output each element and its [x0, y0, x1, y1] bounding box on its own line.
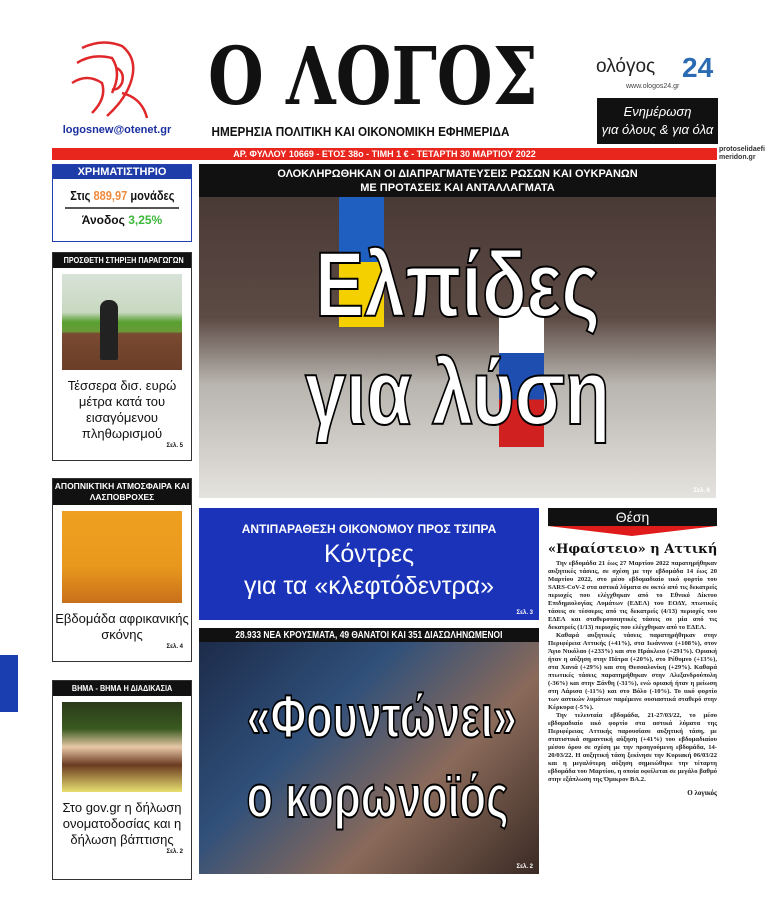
baby-photo: [62, 702, 182, 792]
blue-story-kicker: ΑΝΤΙΠΑΡΑΘΕΣΗ ΟΙΚΟΝΟΜΟΥ ΠΡΟΣ ΤΣΙΠΡΑ: [241, 522, 497, 536]
dust-photo: [62, 511, 182, 603]
page-ref: Σελ. 5: [166, 443, 183, 449]
header-triangle: [548, 526, 717, 536]
opinion-paragraph: Την εβδομάδα 21 έως 27 Μαρτίου 2022 παρατηρήθηκαν αυξητικές τάσεις, σε σχέση με την εβδομάδα 14 έως 20 Μαρτίου 2022, στο μέσο εβδομαδιαίο ιικό φορτίο του SARS-CoV-2 στα αστικά λύματα σε οκτώ από τις δεκατρείς περιοχές που ελέγχθηκαν από το Εθνικό Δίκτυο Επιδημιολογίας Λυμάτων (ΕΔΕΛ) του ΕΟΔΥ, πτωτικές τάσεις σε τέσσερις από τις δεκατρείς (4/13) περιοχές του ΕΔΕΛ και σταθεροποιητικές τάσεις σε μία από τις δεκατρείς (1/13) περιοχές που ελέγχθηκαν από το ΕΔΕΛ.: [548, 560, 717, 631]
opinion-paragraph: Την τελευταία εβδομάδα, 21-27/03/22, το μέσο εβδομαδιαίο ιικό φορτίο στα αστικά λύματα της Περιφέρειας Αττικής παρουσίασε αυξητική τάση, με στατιστικά σημαντική αύξηση (+41%) του εβδομαδιαίου μέσου όρου σε σχέση με την προηγούμενη εβδομάδα, 14-20/03/22. Η αυξητική τάση ξεκίνησε την Κυριακή 06/03/22 και η μεγαλύτερη αύξηση σημειώθηκε την τέταρτη εβδομάδα του Μαρτίου, η οποία οφείλεται σε μεγάλο βαθμό στην εξάπλωση της Όμικρον ΒΑ.2.: [548, 712, 717, 783]
story-box-dust[interactable]: [52, 478, 192, 662]
lead-headline-line1: Ελπίδες: [315, 234, 600, 336]
story-caption: Στο gov.gr η δήλωση ονοματοδοσίας και η δήλωση βάπτισης: [62, 800, 182, 847]
opinion-paragraph: Καθαρά αυξητικές τάσεις παρατηρήθηκαν στην Περιφέρεια Αττικής (+41%), στα Ιωάννινα (+108%), στον Άγιο Νικόλαο (+233%) και στο Ηράκλειο (+291%). Οριακή ήταν η αύξηση στην Πάτρα (+20%), στο Ρέθυμνο (+13%), στα Χανιά (+29%) και στη Θεσσαλονίκη (+29%). Καθαρά πτωτικές τάσεις παρατηρήθηκαν στην Αλεξανδρούπολη (-36%) και στην Ξάνθη (-31%), ενώ οριακή ήταν η μείωση στη Λάρισα (-11%) και στο Βόλο (-10%). Το ιικό φορτίο των αστικών λυμάτων παρέμεινε ουσιαστικά σταθερό στην Κέρκυρα (-5%).: [548, 632, 717, 711]
lead-photo[interactable]: [199, 197, 716, 498]
slogan-line: για όλους & για όλα: [601, 122, 714, 137]
covid-photo[interactable]: [199, 642, 539, 874]
story-kicker: ΠΡΟΣΘΕΤΗ ΣΤΗΡΙΞΗ ΠΑΡΑΓΩΓΩΝ: [63, 255, 184, 265]
stock-value: 889,97: [93, 188, 127, 203]
stock-change-line: [53, 213, 191, 227]
stock-change-label: Άνοδος: [81, 213, 125, 227]
stock-prefix: Στις: [69, 188, 91, 203]
story-kicker: ΑΠΟΠΝΙΚΤΙΚΗ ΑΤΜΟΣΦΑΙΡΑ ΚΑΙ ΛΑΣΠΟΒΡΟΧΕΣ: [53, 479, 191, 505]
side-marker: [0, 655, 18, 712]
story-caption: Εβδομάδα αφρικανικής σκόνης: [55, 611, 189, 642]
stock-suffix: μονάδες: [130, 188, 175, 203]
farmer-photo: [62, 274, 182, 370]
brand-text: ολόγος: [596, 56, 656, 77]
newspaper-title: Ο ΛΟΓΟΣ: [208, 29, 538, 123]
story-caption: Τέσσερα δισ. ευρώ μέτρα κατά του εισαγόμενου πληθωρισμού: [67, 378, 177, 441]
source-watermark: protoselidaefimeridon.gr: [719, 146, 765, 161]
page-ref: Σελ. 2: [516, 864, 533, 870]
page-ref: Σελ. 2: [166, 849, 183, 855]
newspaper-subtitle: ΗΜΕΡΗΣΙΑ ΠΟΛΙΤΙΚΗ ΚΑΙ ΟΙΚΟΝΟΜΙΚΗ ΕΦΗΜΕΡΙΔΑ: [211, 124, 509, 139]
lead-kicker-line: ΜΕ ΠΡΟΤΑΣΕΙΣ ΚΑΙ ΑΝΤΑΛΛΑΓΜΑΤΑ: [360, 182, 555, 194]
slogan-line: Ενημέρωση: [623, 104, 692, 119]
covid-headline-line1: «Φουντώνει»: [246, 683, 517, 750]
opinion-header: Θέση: [548, 508, 717, 526]
ologos24-logo[interactable]: [596, 52, 720, 96]
brand-url[interactable]: www.ologos24.gr: [626, 83, 680, 90]
covid-headline-line2: ο κορωνοϊός: [246, 763, 509, 830]
stock-change: 3,25%: [128, 213, 163, 227]
lead-headline-line2: για λύση: [304, 342, 611, 444]
opinion-signature: Ο λογικός: [687, 789, 717, 797]
stock-value-inner: [70, 188, 174, 203]
brand-number: 24: [682, 52, 714, 83]
blue-story-headline: για τα «κλεφτόδεντρα»: [243, 572, 495, 600]
opinion-column: [548, 508, 717, 797]
blue-story-box[interactable]: [199, 508, 539, 620]
stock-value-line: [53, 188, 191, 203]
story-kicker: ΒΗΜΑ - ΒΗΜΑ Η ΔΙΑΔΙΚΑΣΙΑ: [71, 683, 173, 693]
story-kicker-bar: [53, 681, 191, 696]
covid-stats-text: 28.933 ΝΕΑ ΚΡΟΥΣΜΑΤΑ, 49 ΘΑΝΑΤΟΙ ΚΑΙ 351 ΔΙΑΣΩΛΗΝΩΜΕΝΟΙ: [235, 629, 503, 641]
page-ref: Σελ. 3: [516, 610, 533, 616]
stock-header: ΧΡΗΜΑΤΙΣΤΗΡΙΟ: [53, 165, 191, 179]
stock-market-box: [52, 164, 192, 242]
page-ref: Σελ. 6: [693, 488, 710, 494]
contact-email[interactable]: logosnew@otenet.gr: [62, 124, 172, 136]
blue-story-headline: Κόντρες: [323, 540, 415, 568]
covid-stats-strip: [199, 628, 539, 642]
opinion-title: «Ηφαίστειο» η Αττική: [548, 542, 718, 557]
story-box-farmers[interactable]: [52, 252, 192, 461]
story-box-govgr[interactable]: [52, 680, 192, 880]
story-kicker-bar: [53, 253, 191, 268]
lead-kicker-line: ΟΛΟΚΛΗΡΩΘΗΚΑΝ ΟΙ ΔΙΑΠΡΑΓΜΑΤΕΥΣΕΙΣ ΡΩΣΩΝ ΚΑΙ ΟΥΚΡΑΝΩΝ: [277, 168, 638, 180]
issue-info-bar: ΑΡ. ΦΥΛΛΟΥ 10669 - ΕΤΟΣ 38ο - ΤΙΜΗ 1 € - ΤΕΤΑΡΤΗ 30 ΜΑΡΤΙΟΥ 2022: [52, 148, 717, 160]
page-ref: Σελ. 4: [166, 644, 183, 650]
newspaper-subtitle-wrap: [170, 124, 550, 139]
slogan-box: [597, 98, 718, 144]
lead-kicker: [199, 164, 716, 198]
newspaper-logo-illustration: [62, 38, 157, 123]
divider: [65, 207, 179, 209]
